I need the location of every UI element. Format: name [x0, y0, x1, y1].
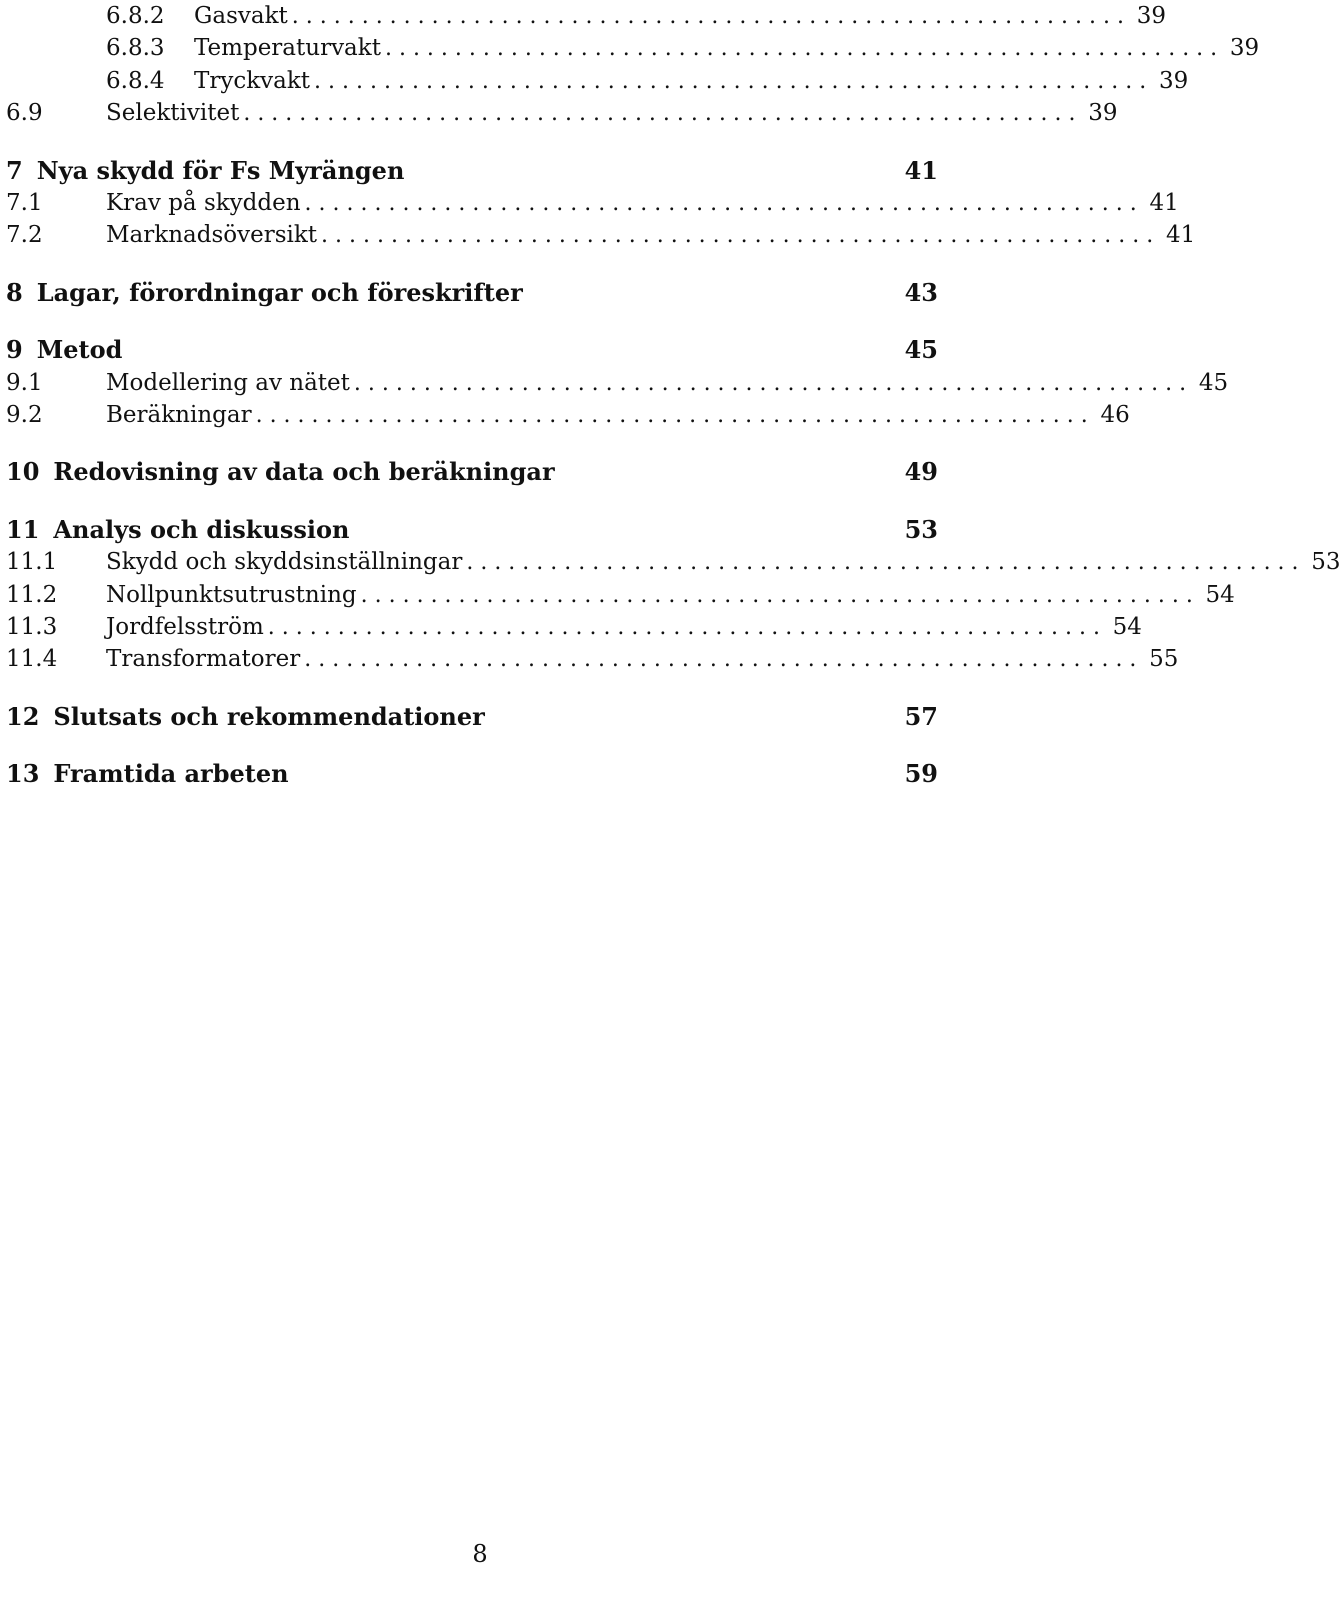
- toc-entry-title: Temperaturvakt: [194, 35, 381, 62]
- toc-entry-title: Nya skydd för Fs Myrängen: [36, 155, 405, 185]
- toc-entry-number: 11.1: [6, 549, 58, 576]
- toc-entry-page: 45: [904, 335, 938, 365]
- toc-dot-leader: . . . . . . . . . . . . . . . . . . . . . . . . . . . . . . . . . . . . . . . . . . . . . . . . . . . . . . . . . . . .: [321, 223, 1154, 249]
- toc-entry-title: Redovisning av data och beräkningar: [53, 457, 555, 487]
- toc-section-entry[interactable]: [6, 399, 1130, 431]
- toc-chapter-entry[interactable]: [6, 277, 938, 309]
- toc-entry-title: Metod: [36, 335, 123, 365]
- toc-entry-number: 9: [6, 335, 23, 365]
- toc-section-entry[interactable]: [6, 367, 1229, 399]
- toc-dot-leader: . . . . . . . . . . . . . . . . . . . . . . . . . . . . . . . . . . . . . . . . . . . . . . . . . . . . . . . . . . . .: [291, 4, 1124, 29]
- toc-entry-page: 55: [1149, 646, 1179, 673]
- toc-section-entry[interactable]: [6, 546, 1341, 578]
- toc-chapter-entry[interactable]: [6, 514, 938, 546]
- toc-entry-number: 11.2: [6, 581, 58, 608]
- toc-entry-page: 43: [904, 277, 938, 307]
- toc-entry-title: Gasvakt: [194, 3, 288, 29]
- toc-entry-number: 6.8.2: [106, 3, 165, 29]
- toc-dot-leader: . . . . . . . . . . . . . . . . . . . . . . . . . . . . . . . . . . . . . . . . . . . . . . . . . . . . . . . . . . . .: [384, 36, 1218, 62]
- toc-entry-page: 54: [1112, 614, 1142, 640]
- toc-entry-title: Modellering av nätet: [106, 369, 350, 396]
- toc-entry-title: Framtida arbeten: [53, 759, 289, 789]
- toc-chapter-entry[interactable]: [6, 758, 938, 790]
- toc-entry-page: 49: [904, 457, 938, 487]
- toc-entry-page: 41: [904, 155, 938, 185]
- toc-entry-page: 59: [904, 759, 938, 789]
- toc-dot-leader: . . . . . . . . . . . . . . . . . . . . . . . . . . . . . . . . . . . . . . . . . . . . . . . . . . . . . . . . . . . .: [360, 582, 1193, 608]
- toc-dot-leader: . . . . . . . . . . . . . . . . . . . . . . . . . . . . . . . . . . . . . . . . . . . . . . . . . . . . . . . . . . . .: [466, 550, 1299, 576]
- toc-dot-leader: . . . . . . . . . . . . . . . . . . . . . . . . . . . . . . . . . . . . . . . . . . . . . . . . . . . . . . . . . . . .: [267, 615, 1100, 640]
- toc-entry-page: 39: [1136, 3, 1166, 29]
- toc-chapter-entry[interactable]: [6, 456, 938, 488]
- toc-section-entry[interactable]: [6, 187, 1179, 219]
- toc-entry-number: 8: [6, 277, 23, 307]
- toc-section-entry[interactable]: [6, 643, 1179, 675]
- toc-dot-leader: . . . . . . . . . . . . . . . . . . . . . . . . . . . . . . . . . . . . . . . . . . . . . . . . . . . . . . . . . . . .: [255, 403, 1088, 428]
- toc-entry-title: Transformatorer: [106, 646, 301, 673]
- toc-entry-title: Nollpunktsutrustning: [106, 581, 357, 608]
- toc-section-entry[interactable]: [6, 32, 1260, 64]
- toc-entry-title: Selektivitet: [106, 100, 240, 127]
- toc-entry-page: 41: [1149, 190, 1179, 216]
- toc-entry-page: 39: [1158, 67, 1189, 94]
- toc-entry-number: 11.4: [6, 646, 58, 673]
- toc-section-entry[interactable]: [6, 611, 1142, 643]
- toc-entry-number: 6.8.3: [106, 35, 165, 62]
- toc-chapter-entry[interactable]: [6, 155, 938, 187]
- toc-entry-number: 11: [6, 514, 40, 544]
- toc-entry-page: 57: [904, 701, 938, 731]
- toc-entry-number: 7.1: [6, 190, 43, 216]
- toc-entry-title: Krav på skydden: [106, 190, 301, 216]
- toc-section-entry[interactable]: [6, 579, 1235, 611]
- toc-entry-number: 13: [6, 759, 40, 789]
- toc-entry-page: 45: [1198, 369, 1229, 396]
- toc-entry-page: 41: [1165, 222, 1196, 249]
- toc-entry-title: Jordfelsström: [106, 614, 264, 640]
- toc-entry-number: 7.2: [6, 222, 43, 249]
- toc-entry-page: 53: [1311, 549, 1341, 576]
- toc-entry-title: Marknadsöversikt: [106, 222, 318, 249]
- toc-section-entry[interactable]: [6, 97, 1118, 129]
- toc-section-entry[interactable]: [6, 219, 1196, 251]
- toc-dot-leader: . . . . . . . . . . . . . . . . . . . . . . . . . . . . . . . . . . . . . . . . . . . . . . . . . . . . . . . . . . . .: [304, 191, 1137, 216]
- toc-chapter-entry[interactable]: [6, 701, 938, 733]
- toc-entry-page: 46: [1100, 402, 1130, 428]
- toc-entry-title: Tryckvakt: [194, 67, 311, 94]
- toc-entry-number: 6.8.4: [106, 67, 165, 94]
- page-number: 8: [472, 1540, 488, 1568]
- toc-entry-number: 7: [6, 155, 23, 185]
- toc-entry-page: 39: [1088, 100, 1118, 127]
- toc-entry-page: 53: [904, 514, 938, 544]
- toc-entry-number: 11.3: [6, 614, 58, 640]
- toc-entry-title: Analys och diskussion: [53, 514, 350, 544]
- toc-entry-page: 54: [1205, 581, 1235, 608]
- toc-entry-number: 9.1: [6, 369, 43, 396]
- toc-entry-title: Beräkningar: [106, 402, 252, 428]
- toc-entry-title: Slutsats och rekommendationer: [53, 701, 485, 731]
- toc-entry-page: 39: [1229, 35, 1260, 62]
- toc-entry-title: Skydd och skyddsinställningar: [106, 549, 463, 576]
- toc-dot-leader: . . . . . . . . . . . . . . . . . . . . . . . . . . . . . . . . . . . . . . . . . . . . . . . . . . . . . . . . . . . .: [353, 370, 1187, 396]
- toc-section-entry[interactable]: [6, 0, 1166, 32]
- toc-entry-number: 12: [6, 701, 40, 731]
- toc-dot-leader: . . . . . . . . . . . . . . . . . . . . . . . . . . . . . . . . . . . . . . . . . . . . . . . . . . . . . . . . . . . .: [243, 101, 1076, 127]
- toc-entry-number: 9.2: [6, 402, 43, 428]
- toc-chapter-entry[interactable]: [6, 334, 938, 366]
- toc-dot-leader: . . . . . . . . . . . . . . . . . . . . . . . . . . . . . . . . . . . . . . . . . . . . . . . . . . . . . . . . . . . .: [314, 68, 1147, 94]
- toc-dot-leader: . . . . . . . . . . . . . . . . . . . . . . . . . . . . . . . . . . . . . . . . . . . . . . . . . . . . . . . . . . . .: [304, 647, 1137, 673]
- toc-entry-title: Lagar, förordningar och föreskrifter: [36, 277, 523, 307]
- toc-entry-number: 10: [6, 457, 40, 487]
- toc-entry-number: 6.9: [6, 100, 43, 127]
- toc-section-entry[interactable]: [6, 65, 1189, 97]
